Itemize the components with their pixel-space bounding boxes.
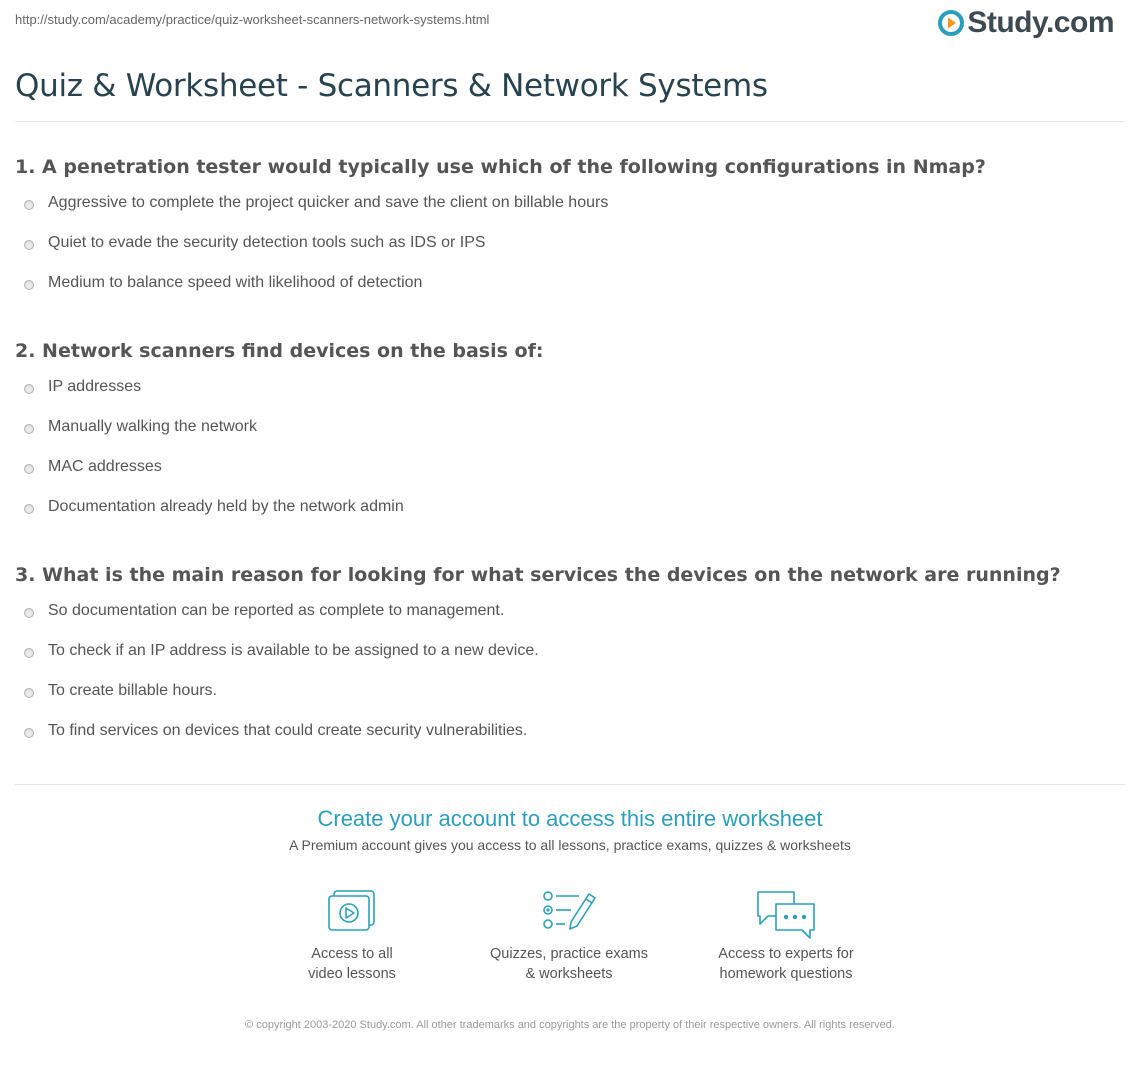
radio-button[interactable] <box>24 280 34 290</box>
feature-label-line1: Access to experts for <box>718 946 854 962</box>
radio-button[interactable] <box>24 688 34 698</box>
video-lessons-icon <box>326 888 378 934</box>
question-3 <box>15 562 1125 760</box>
feature-label-line2: & worksheets <box>525 966 613 982</box>
play-circle-icon <box>938 10 964 36</box>
answer-label[interactable]: Medium to balance speed with likelihood of detection <box>48 274 423 291</box>
feature-quizzes <box>469 888 669 984</box>
answer-option[interactable] <box>15 720 1125 760</box>
radio-button[interactable] <box>24 240 34 250</box>
radio-button[interactable] <box>24 504 34 514</box>
copyright-notice: © copyright 2003-2020 Study.com. All other trademarks and copyrights are the property of their respective owners. All rights reserved. <box>245 1019 895 1031</box>
question-2 <box>15 338 1125 536</box>
chat-bubbles-icon <box>754 888 818 940</box>
answer-option[interactable] <box>15 496 1125 536</box>
question-text: 3. What is the main reason for looking for what services the devices on the network are running? <box>15 564 1061 586</box>
page-title: Quiz & Worksheet - Scanners & Network Systems <box>15 68 768 104</box>
feature-label-line2: video lessons <box>308 966 396 982</box>
feature-label <box>686 944 886 984</box>
question-text: 2. Network scanners find devices on the basis of: <box>15 340 544 362</box>
answer-label[interactable]: Documentation already held by the network admin <box>48 498 404 515</box>
answer-label[interactable]: IP addresses <box>48 378 142 395</box>
study-logo[interactable] <box>938 6 1114 40</box>
answer-option[interactable] <box>15 640 1125 680</box>
answer-option[interactable] <box>15 416 1125 456</box>
radio-button[interactable] <box>24 648 34 658</box>
answer-list <box>15 192 1125 312</box>
feature-video-lessons <box>252 888 452 984</box>
answer-label[interactable]: So documentation can be reported as complete to management. <box>48 602 505 619</box>
answer-option[interactable] <box>15 272 1125 312</box>
answer-option[interactable] <box>15 232 1125 272</box>
radio-button[interactable] <box>24 608 34 618</box>
answer-label[interactable]: To find services on devices that could create security vulnerabilities. <box>48 722 528 739</box>
feature-label <box>252 944 452 984</box>
answer-option[interactable] <box>15 600 1125 640</box>
answer-option[interactable] <box>15 192 1125 232</box>
answer-list <box>15 376 1125 536</box>
answer-label[interactable]: Manually walking the network <box>48 418 257 435</box>
feature-experts <box>686 888 886 984</box>
radio-button[interactable] <box>24 728 34 738</box>
radio-button[interactable] <box>24 384 34 394</box>
answer-label[interactable]: To create billable hours. <box>48 682 217 699</box>
feature-label-line1: Quizzes, practice exams <box>490 946 648 962</box>
feature-label <box>469 944 669 984</box>
answer-option[interactable] <box>15 376 1125 416</box>
radio-button[interactable] <box>24 464 34 474</box>
cta-subtitle: A Premium account gives you access to all lessons, practice exams, quizzes & worksheets <box>289 837 851 853</box>
radio-button[interactable] <box>24 200 34 210</box>
radio-button[interactable] <box>24 424 34 434</box>
answer-option[interactable] <box>15 680 1125 720</box>
answer-list <box>15 600 1125 760</box>
question-text: 1. A penetration tester would typically use which of the following configurations in Nmap? <box>15 156 986 178</box>
page-url: http://study.com/academy/practice/quiz-worksheet-scanners-network-systems.html <box>15 12 490 27</box>
answer-label[interactable]: To check if an IP address is available to be assigned to a new device. <box>48 642 539 659</box>
logo-text: Study.com <box>967 6 1114 39</box>
answer-option[interactable] <box>15 456 1125 496</box>
question-1 <box>15 154 1125 312</box>
quiz-checklist-icon <box>541 888 597 934</box>
feature-label-line2: homework questions <box>719 966 853 982</box>
answer-label[interactable]: Aggressive to complete the project quicker and save the client on billable hours <box>48 194 609 211</box>
feature-label-line1: Access to all <box>311 946 393 962</box>
create-account-link[interactable]: Create your account to access this entire worksheet <box>317 806 823 831</box>
answer-label[interactable]: Quiet to evade the security detection tools such as IDS or IPS <box>48 234 486 251</box>
title-divider <box>15 121 1125 122</box>
answer-label[interactable]: MAC addresses <box>48 458 162 475</box>
cta-divider <box>15 784 1125 785</box>
